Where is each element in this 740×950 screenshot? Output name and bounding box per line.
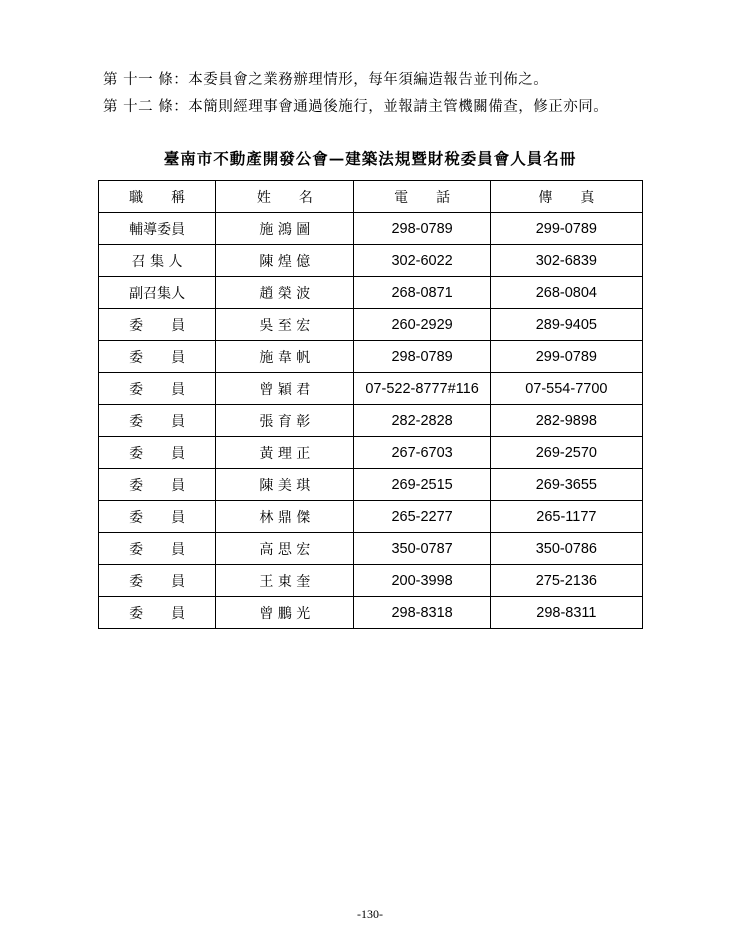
cell-title: 委 員	[99, 533, 216, 565]
committee-roster-table	[98, 180, 643, 629]
cell-name: 張 育 彰	[216, 405, 354, 437]
cell-phone: 350-0787	[354, 533, 490, 565]
cell-title: 委 員	[99, 437, 216, 469]
cell-phone: 298-0789	[354, 341, 490, 373]
cell-name: 曾 穎 君	[216, 373, 354, 405]
cell-name: 陳 美 琪	[216, 469, 354, 501]
cell-title: 委 員	[99, 405, 216, 437]
cell-title: 委 員	[99, 501, 216, 533]
cell-fax: 282-9898	[490, 405, 642, 437]
cell-fax: 289-9405	[490, 309, 642, 341]
table-row	[99, 341, 643, 373]
page-number: -130-	[357, 907, 383, 921]
header-phone: 電 話	[354, 181, 490, 213]
cell-name: 曾 鵬 光	[216, 597, 354, 629]
cell-fax: 350-0786	[490, 533, 642, 565]
cell-name: 王 東 奎	[216, 565, 354, 597]
cell-title: 召 集 人	[99, 245, 216, 277]
cell-title: 委 員	[99, 597, 216, 629]
cell-fax: 268-0804	[490, 277, 642, 309]
cell-phone: 265-2277	[354, 501, 490, 533]
cell-title: 輔導委員	[99, 213, 216, 245]
table-row	[99, 277, 643, 309]
cell-name: 陳 煌 億	[216, 245, 354, 277]
table-row	[99, 565, 643, 597]
cell-fax: 302-6839	[490, 245, 642, 277]
cell-phone: 269-2515	[354, 469, 490, 501]
roster-body	[99, 213, 643, 629]
header-name: 姓 名	[216, 181, 354, 213]
table-row	[99, 213, 643, 245]
table-row	[99, 533, 643, 565]
table-row	[99, 309, 643, 341]
table-row	[99, 245, 643, 277]
cell-title: 副召集人	[99, 277, 216, 309]
cell-fax: 299-0789	[490, 213, 642, 245]
article-11: 第 十一 條：本委員會之業務辦理情形，每年須編造報告並刊佈之。	[103, 72, 549, 88]
cell-title: 委 員	[99, 469, 216, 501]
header-fax: 傳 真	[490, 181, 642, 213]
cell-title: 委 員	[99, 373, 216, 405]
cell-name: 施 韋 帆	[216, 341, 354, 373]
cell-phone: 268-0871	[354, 277, 490, 309]
cell-phone: 260-2929	[354, 309, 490, 341]
cell-fax: 269-2570	[490, 437, 642, 469]
header-title: 職 稱	[99, 181, 216, 213]
cell-fax: 298-8311	[490, 597, 642, 629]
cell-phone: 267-6703	[354, 437, 490, 469]
roster-title: 臺南市不動產開發公會—建築法規暨財稅委員會人員名冊	[163, 149, 577, 168]
table-row	[99, 373, 643, 405]
cell-name: 高 思 宏	[216, 533, 354, 565]
cell-title: 委 員	[99, 341, 216, 373]
table-row	[99, 501, 643, 533]
cell-name: 施 鴻 圖	[216, 213, 354, 245]
table-header-row	[99, 181, 643, 213]
table-row	[99, 405, 643, 437]
cell-title: 委 員	[99, 565, 216, 597]
cell-phone: 302-6022	[354, 245, 490, 277]
cell-name: 林 鼎 傑	[216, 501, 354, 533]
table-row	[99, 437, 643, 469]
cell-fax: 299-0789	[490, 341, 642, 373]
cell-fax: 07-554-7700	[490, 373, 642, 405]
cell-title: 委 員	[99, 309, 216, 341]
cell-phone: 07-522-8777#116	[354, 373, 490, 405]
cell-name: 趙 榮 波	[216, 277, 354, 309]
cell-phone: 282-2828	[354, 405, 490, 437]
cell-fax: 275-2136	[490, 565, 642, 597]
cell-fax: 265-1177	[490, 501, 642, 533]
cell-name: 吳 至 宏	[216, 309, 354, 341]
cell-phone: 298-0789	[354, 213, 490, 245]
cell-name: 黃 理 正	[216, 437, 354, 469]
cell-phone: 200-3998	[354, 565, 490, 597]
table-row	[99, 597, 643, 629]
cell-phone: 298-8318	[354, 597, 490, 629]
article-12: 第 十二 條：本簡則經理事會通過後施行，並報請主管機關備查，修正亦同。	[103, 99, 609, 115]
cell-fax: 269-3655	[490, 469, 642, 501]
table-row	[99, 469, 643, 501]
